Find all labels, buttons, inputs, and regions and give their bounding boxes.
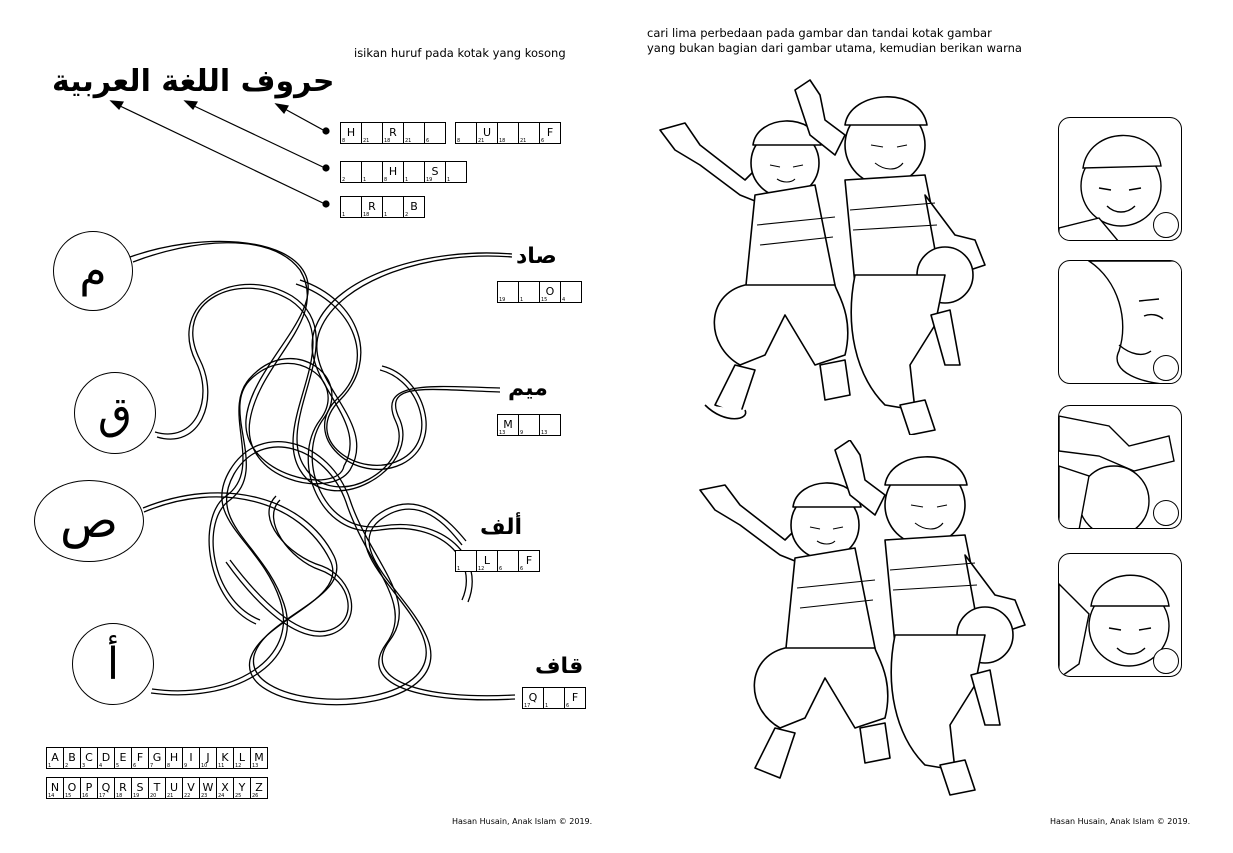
word-mim-boxes [497, 414, 561, 436]
letter-box[interactable] [46, 777, 64, 799]
box-letter: U [482, 126, 492, 139]
box-number: 24 [218, 793, 225, 799]
box-letter: S [431, 165, 439, 178]
word-alif: ألف [480, 515, 523, 540]
box-letter: F [571, 691, 579, 704]
box-letter: E [119, 751, 127, 764]
left-credit: Hasan Husain, Anak Islam © 2019. [452, 817, 593, 826]
letter-box[interactable] [114, 777, 132, 799]
box-number: 19 [133, 793, 140, 799]
letter-box[interactable] [518, 281, 540, 303]
letter-box[interactable] [543, 687, 565, 709]
box-number: 8 [384, 177, 388, 183]
box-number: 14 [48, 793, 55, 799]
box-letter: W [202, 781, 214, 794]
word-alif-boxes [455, 550, 540, 572]
box-number: 6 [133, 763, 137, 769]
letter-box[interactable] [216, 777, 234, 799]
box-number: 1 [447, 177, 451, 183]
answer-circle-1[interactable] [1153, 212, 1179, 238]
letter-box[interactable] [131, 777, 149, 799]
box-number: 2 [342, 177, 346, 183]
box-number: 8 [167, 763, 171, 769]
detail-frame-4[interactable] [1058, 553, 1182, 677]
letter-box[interactable] [497, 414, 519, 436]
letter-box[interactable] [165, 777, 183, 799]
letter-box[interactable] [233, 777, 251, 799]
box-number: 2 [65, 763, 69, 769]
box-letter: O [67, 781, 77, 794]
box-number: 9 [520, 430, 524, 436]
letter-box[interactable] [63, 747, 81, 769]
box-number: 21 [478, 138, 485, 144]
box-number: 15 [65, 793, 72, 799]
circle-letter-alif[interactable]: أ [72, 623, 154, 705]
letter-box[interactable] [148, 777, 166, 799]
box-letter: J [206, 751, 210, 764]
box-number: 21 [405, 138, 412, 144]
letter-box[interactable] [497, 281, 519, 303]
letter-box[interactable] [165, 747, 183, 769]
letter-box[interactable] [233, 747, 251, 769]
dancers-illustration-bottom [690, 440, 1070, 810]
answer-circle-2[interactable] [1153, 355, 1179, 381]
box-number: 1 [384, 212, 388, 218]
box-number: 9 [184, 763, 188, 769]
box-letter: P [85, 781, 93, 794]
box-letter: A [51, 751, 59, 764]
box-number: 8 [342, 138, 346, 144]
right-instruction-line2: yang bukan bagian dari gambar utama, kemudian berikan warna [647, 41, 1022, 55]
box-number: 25 [235, 793, 242, 799]
box-number: 18 [363, 212, 370, 218]
answer-circle-4[interactable] [1153, 648, 1179, 674]
box-number: 6 [520, 566, 524, 572]
letter-box[interactable] [560, 281, 582, 303]
letter-box[interactable] [216, 747, 234, 769]
box-letter: F [546, 126, 554, 139]
box-letter: C [85, 751, 93, 764]
box-letter: N [50, 781, 60, 794]
word-mim: ميم [508, 376, 548, 401]
alphabet-row-a-m [46, 747, 268, 769]
letter-box[interactable] [63, 777, 81, 799]
box-letter: L [483, 554, 491, 567]
letter-box[interactable] [539, 281, 561, 303]
letter-box[interactable] [80, 777, 98, 799]
box-letter: H [346, 126, 356, 139]
letter-box[interactable] [97, 777, 115, 799]
box-number: 1 [363, 177, 367, 183]
circle-letter-qaf[interactable]: ق [74, 372, 156, 454]
box-number: 11 [218, 763, 225, 769]
box-letter: O [545, 285, 555, 298]
box-letter: G [152, 751, 162, 764]
box-number: 1 [405, 177, 409, 183]
box-letter: V [187, 781, 195, 794]
box-number: 18 [384, 138, 391, 144]
left-instruction: isikan huruf pada kotak yang kosong [354, 46, 566, 60]
box-number: 1 [545, 703, 549, 709]
box-letter: U [169, 781, 179, 794]
box-letter: M [254, 751, 264, 764]
detail-frame-1[interactable] [1058, 117, 1182, 241]
alphabet-row-n-z [46, 777, 268, 799]
box-number: 4 [99, 763, 103, 769]
word-sad: صاد [516, 244, 557, 269]
box-letter: R [389, 126, 397, 139]
box-letter: X [221, 781, 229, 794]
box-number: 6 [566, 703, 570, 709]
circle-letter-sad[interactable]: ص [34, 480, 144, 562]
word-sad-boxes [497, 281, 582, 303]
box-letter: K [221, 751, 229, 764]
letter-box[interactable] [131, 747, 149, 769]
letter-box[interactable] [518, 550, 540, 572]
box-number: 16 [82, 793, 89, 799]
box-letter: H [169, 751, 179, 764]
box-number: 6 [541, 138, 545, 144]
box-letter: T [153, 781, 161, 794]
box-letter: R [119, 781, 127, 794]
box-number: 1 [457, 566, 461, 572]
box-number: 10 [201, 763, 208, 769]
detail-frame-3[interactable] [1058, 405, 1182, 529]
box-number: 15 [541, 297, 548, 303]
box-letter: H [388, 165, 398, 178]
letter-box[interactable] [564, 687, 586, 709]
letter-box[interactable] [46, 747, 64, 769]
box-number: 2 [405, 212, 409, 218]
box-letter: Y [238, 781, 246, 794]
word-qaf: قاف [535, 654, 584, 679]
box-number: 17 [99, 793, 106, 799]
box-number: 21 [520, 138, 527, 144]
letter-box[interactable] [199, 777, 217, 799]
right-instruction-line1: cari lima perbedaan pada gambar dan tandai kotak gambar [647, 26, 992, 40]
box-number: 12 [478, 566, 485, 572]
arabic-title: حروف اللغة العربية [52, 64, 335, 99]
word-qaf-boxes [522, 687, 586, 709]
box-number: 22 [184, 793, 191, 799]
box-number: 21 [167, 793, 174, 799]
box-letter: B [410, 200, 418, 213]
letter-box[interactable] [97, 747, 115, 769]
letter-box[interactable] [199, 747, 217, 769]
detail-frame-2[interactable] [1058, 260, 1182, 384]
answer-circle-3[interactable] [1153, 500, 1179, 526]
box-number: 18 [499, 138, 506, 144]
box-letter: R [368, 200, 376, 213]
box-number: 1 [342, 212, 346, 218]
box-number: 19 [426, 177, 433, 183]
box-number: 21 [363, 138, 370, 144]
letter-box[interactable] [497, 550, 519, 572]
letter-box[interactable] [182, 747, 200, 769]
box-letter: I [189, 751, 193, 764]
letter-box[interactable] [522, 687, 544, 709]
box-number: 3 [82, 763, 86, 769]
box-number: 1 [520, 297, 524, 303]
letter-box[interactable] [539, 414, 561, 436]
box-number: 26 [252, 793, 259, 799]
box-letter: B [68, 751, 76, 764]
circle-letter-mim[interactable]: م [53, 231, 133, 311]
letter-box[interactable] [114, 747, 132, 769]
box-letter: D [101, 751, 111, 764]
box-number: 13 [541, 430, 548, 436]
box-number: 8 [457, 138, 461, 144]
box-number: 18 [116, 793, 123, 799]
box-letter: F [525, 554, 533, 567]
box-letter: M [503, 418, 513, 431]
box-number: 17 [524, 703, 531, 709]
box-number: 5 [116, 763, 120, 769]
box-letter: L [238, 751, 246, 764]
box-letter: F [136, 751, 144, 764]
letter-box[interactable] [455, 550, 477, 572]
letter-box[interactable] [80, 747, 98, 769]
box-number: 7 [150, 763, 154, 769]
box-letter: Z [255, 781, 263, 794]
box-number: 13 [252, 763, 259, 769]
letter-box[interactable] [518, 414, 540, 436]
box-number: 13 [499, 430, 506, 436]
box-number: 4 [562, 297, 566, 303]
box-number: 6 [426, 138, 430, 144]
box-letter: Q [101, 781, 111, 794]
box-letter: S [136, 781, 144, 794]
letter-box[interactable] [250, 777, 268, 799]
box-letter: Q [528, 691, 538, 704]
dancers-illustration-top [645, 75, 1025, 435]
box-number: 1 [48, 763, 52, 769]
box-number: 6 [499, 566, 503, 572]
box-number: 12 [235, 763, 242, 769]
letter-box[interactable] [250, 747, 268, 769]
letter-box[interactable] [476, 550, 498, 572]
box-number: 20 [150, 793, 157, 799]
letter-box[interactable] [182, 777, 200, 799]
box-number: 19 [499, 297, 506, 303]
right-credit: Hasan Husain, Anak Islam © 2019. [1050, 817, 1191, 826]
box-number: 23 [201, 793, 208, 799]
letter-box[interactable] [148, 747, 166, 769]
